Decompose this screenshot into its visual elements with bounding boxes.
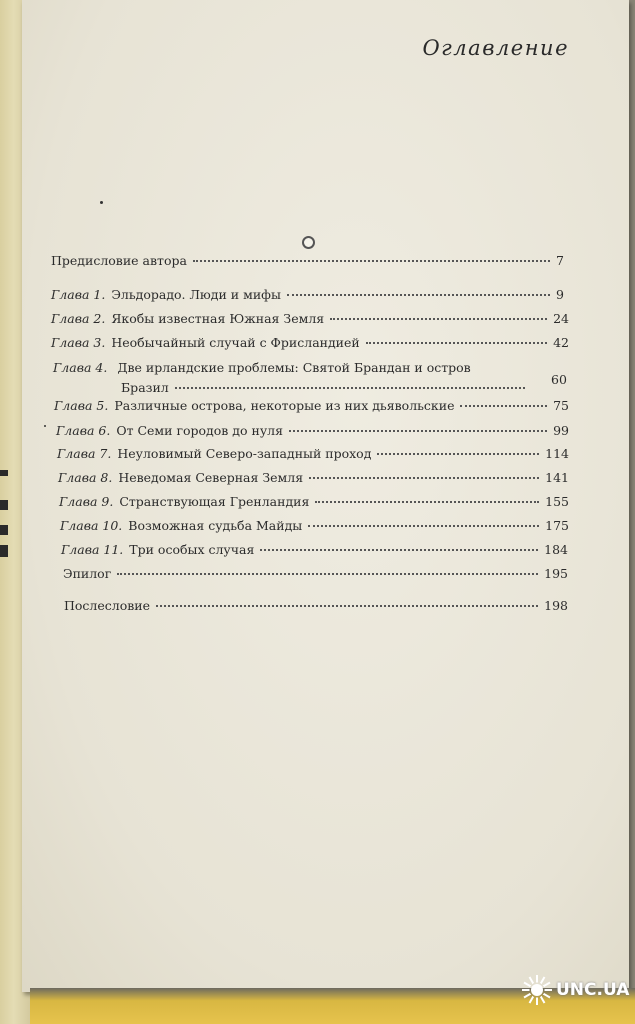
toc-entry-chapter-6 xyxy=(56,423,569,443)
entry-page: 141 xyxy=(545,470,569,485)
entry-title: Странствующая Гренландия xyxy=(119,494,310,509)
toc-entry-chapter-4 xyxy=(53,358,533,398)
entry-title: Якобы известная Южная Земля xyxy=(111,311,325,326)
entry-page: 155 xyxy=(545,494,569,509)
entry-page: 198 xyxy=(544,598,568,613)
dot-leader xyxy=(156,595,538,607)
dot-leader xyxy=(308,515,539,527)
entry-page: 9 xyxy=(556,287,564,302)
chapter-number: Глава 3. xyxy=(51,335,106,350)
dot-leader xyxy=(309,467,539,479)
entry-page: 114 xyxy=(545,446,569,461)
chapter-number: Глава 2. xyxy=(51,311,106,326)
dot-leader xyxy=(117,563,538,575)
entry-title: Неведомая Северная Земля xyxy=(118,470,304,485)
entry-title-line-2: Бразил xyxy=(121,380,169,395)
entry-page: 24 xyxy=(553,311,569,326)
toc-entry-chapter-9 xyxy=(59,494,569,514)
entry-title: Необычайный случай с Фрисландией xyxy=(111,335,360,350)
chapter-number: Глава 1. xyxy=(51,287,106,302)
entry-title: От Семи городов до нуля xyxy=(116,423,283,438)
entry-page: 42 xyxy=(553,335,569,350)
chapter-number: Глава 10. xyxy=(60,518,123,533)
toc-entry-chapter-5 xyxy=(54,398,569,418)
entry-page: 175 xyxy=(545,518,569,533)
entry-title: Эпилог xyxy=(63,566,112,581)
dot-leader xyxy=(289,420,547,432)
chapter-number: Глава 11. xyxy=(61,542,124,557)
entry-title: Три особых случая xyxy=(129,542,255,557)
entry-title: Неуловимый Северо-западный проход xyxy=(117,446,372,461)
toc-entry-afterword xyxy=(64,598,568,618)
entry-title: Эльдорадо. Люди и мифы xyxy=(111,287,281,302)
dot-leader xyxy=(330,308,547,320)
entry-page: 99 xyxy=(553,423,569,438)
entry-page: 75 xyxy=(553,398,569,413)
chapter-number: Глава 6. xyxy=(56,423,111,438)
page-title: Оглавление xyxy=(422,36,569,60)
chapter-number: Глава 8. xyxy=(58,470,113,485)
dot-leader xyxy=(315,491,539,503)
toc-entry-chapter-10 xyxy=(60,518,569,538)
sun-logo-icon xyxy=(522,975,552,1005)
entry-page: 60 xyxy=(551,372,567,387)
toc-entry-chapter-7 xyxy=(57,446,569,466)
toc-entry-chapter-3 xyxy=(51,335,569,355)
toc-entry-preface xyxy=(51,253,564,273)
entry-title: Возможная судьба Майды xyxy=(128,518,303,533)
toc-entry-chapter-8 xyxy=(58,470,569,490)
dot-leader xyxy=(377,443,539,455)
toc-entry-chapter-11 xyxy=(61,542,568,562)
entry-title-line-1: Две ирландские проблемы: Святой Брандан и остров xyxy=(117,360,471,375)
watermark-text: UNC.UA xyxy=(556,980,630,1000)
chapter-number: Глава 9. xyxy=(59,494,114,509)
toc-entry-chapter-2 xyxy=(51,311,569,331)
toc-entry-epilogue xyxy=(63,566,568,586)
dot-leader xyxy=(287,284,550,296)
dot-leader xyxy=(460,395,547,407)
entry-title: Послесловие xyxy=(64,598,150,613)
dot-leader xyxy=(260,539,538,551)
dot-leader xyxy=(366,332,547,344)
chapter-number: Глава 7. xyxy=(57,446,112,461)
entry-page: 184 xyxy=(544,542,568,557)
dot-leader xyxy=(175,377,525,389)
entry-page: 7 xyxy=(556,253,564,268)
chapter-number: Глава 4. xyxy=(53,360,108,375)
chapter-number: Глава 5. xyxy=(54,398,109,413)
dot-leader xyxy=(193,250,550,262)
entry-title: Предисловие автора xyxy=(51,253,187,268)
entry-title: Различные острова, некоторые из них дьявольские xyxy=(114,398,455,413)
site-watermark xyxy=(522,966,632,1014)
entry-page: 195 xyxy=(544,566,568,581)
toc-entry-chapter-1 xyxy=(51,287,564,307)
